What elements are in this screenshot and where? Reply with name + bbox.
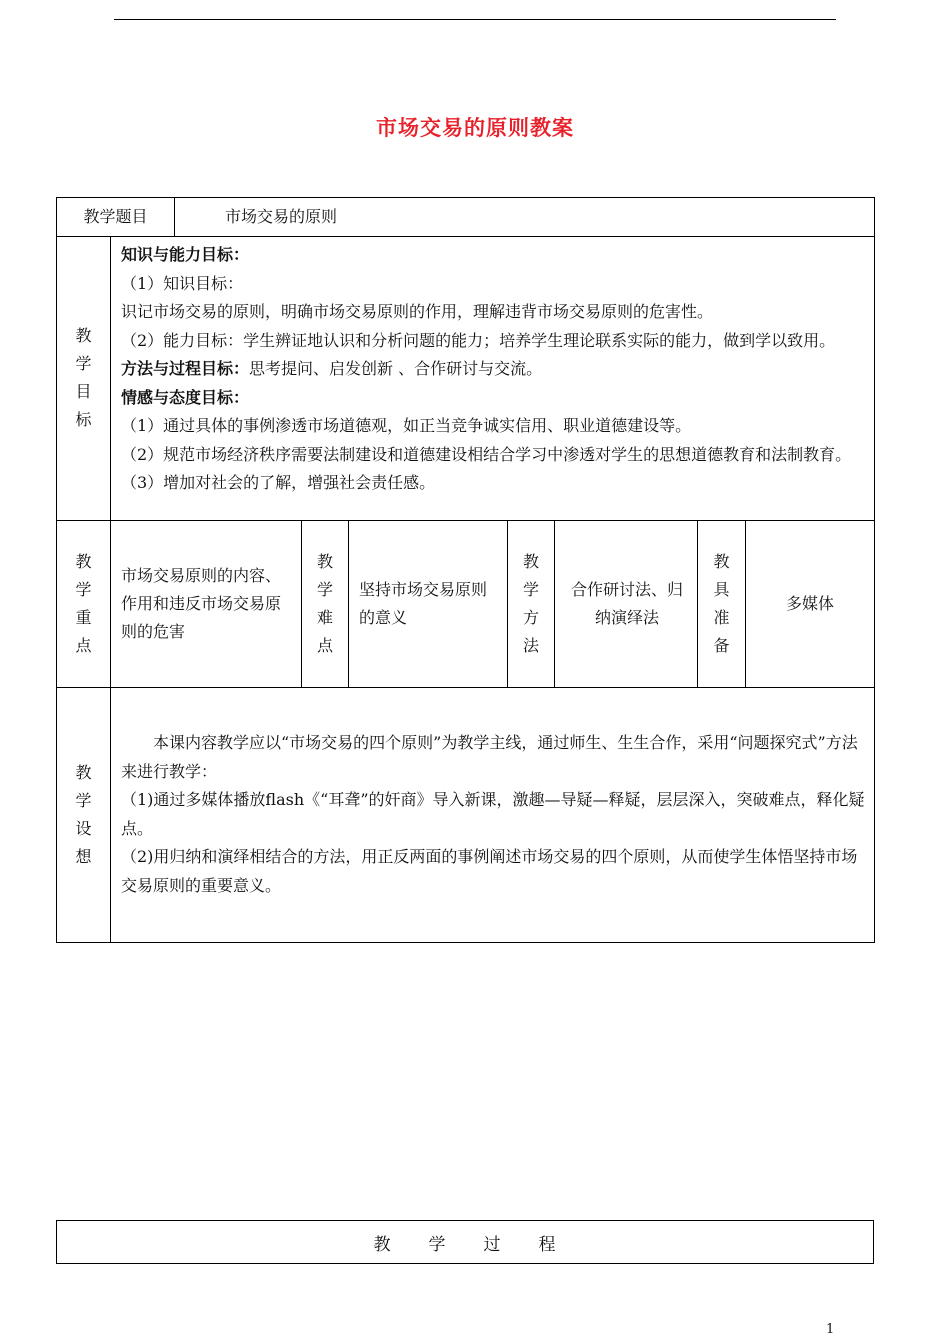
page-number: 1: [826, 1322, 835, 1337]
goal-line: 知识与能力目标：: [121, 245, 250, 264]
goal-line: （1）知识目标：: [121, 273, 244, 293]
goal-line: 情感与态度目标：: [121, 387, 250, 407]
lesson-plan-table: [56, 197, 875, 943]
key-points-value: 市场交易原则的内容、作用和违反市场交易原则的危害: [111, 520, 302, 687]
goal-line: （2）规范市场经济秩序需要法制建设和道德建设相结合学习中渗透对学生的思想道德教育和法制教育。: [121, 444, 852, 464]
tools-value: 多媒体: [746, 520, 875, 687]
header-rule: [114, 19, 836, 20]
goal-line: （3）增加对社会的了解，增强社会责任感。: [121, 473, 436, 492]
design-content: [111, 687, 875, 942]
design-label: 教 学 设 想: [57, 687, 111, 942]
design-paragraph: 本课内容教学应以“市场交易的四个原则”为教学主线，通过师生、生生合作，采用“问题探究式”方法来进行教学：: [121, 733, 858, 781]
methods-value: 合作研讨法、归纳演绎法: [555, 520, 698, 687]
goal-line: 识记市场交易的原则，明确市场交易原则的作用，理解违背市场交易原则的危害性。: [121, 302, 714, 321]
topic-label: 教学题目: [57, 198, 175, 237]
page-title: 市场交易的原则教案: [376, 116, 574, 140]
difficulties-label: 教 学 难 点: [302, 520, 349, 687]
goal-line: 方法与过程目标：思考提问、启发创新 、合作研讨与交流。: [121, 359, 543, 378]
goal-line: （1）通过具体的事例渗透市场道德观，如正当竞争诚实信用、职业道德建设等。: [121, 416, 692, 435]
tools-label: 教 具 准 备: [698, 520, 746, 687]
process-label: 教学过程: [57, 1221, 874, 1264]
difficulties-value: 坚持市场交易原则的意义: [349, 520, 508, 687]
design-paragraph: （2)用归纳和演绎相结合的方法，用正反两面的事例阐述市场交易的四个原则，从而使学生体悟坚持市场交易原则的重要意义。: [121, 847, 858, 895]
methods-label: 教 学 方 法: [508, 520, 555, 687]
process-table: [56, 1220, 874, 1264]
goals-label: 教 学 目 标: [57, 237, 111, 521]
goals-content: [111, 237, 875, 521]
goal-line: （2）能力目标：学生辨证地认识和分析问题的能力；培养学生理论联系实际的能力，做到学以致用。: [121, 330, 836, 350]
design-paragraph: （1)通过多媒体播放flash《“耳聋”的奸商》导入新课，激趣—导疑—释疑，层层深入，突破难点，释化疑点。: [121, 790, 865, 838]
key-points-label: 教 学 重 点: [57, 520, 111, 687]
topic-value: 市场交易的原则: [175, 198, 875, 237]
